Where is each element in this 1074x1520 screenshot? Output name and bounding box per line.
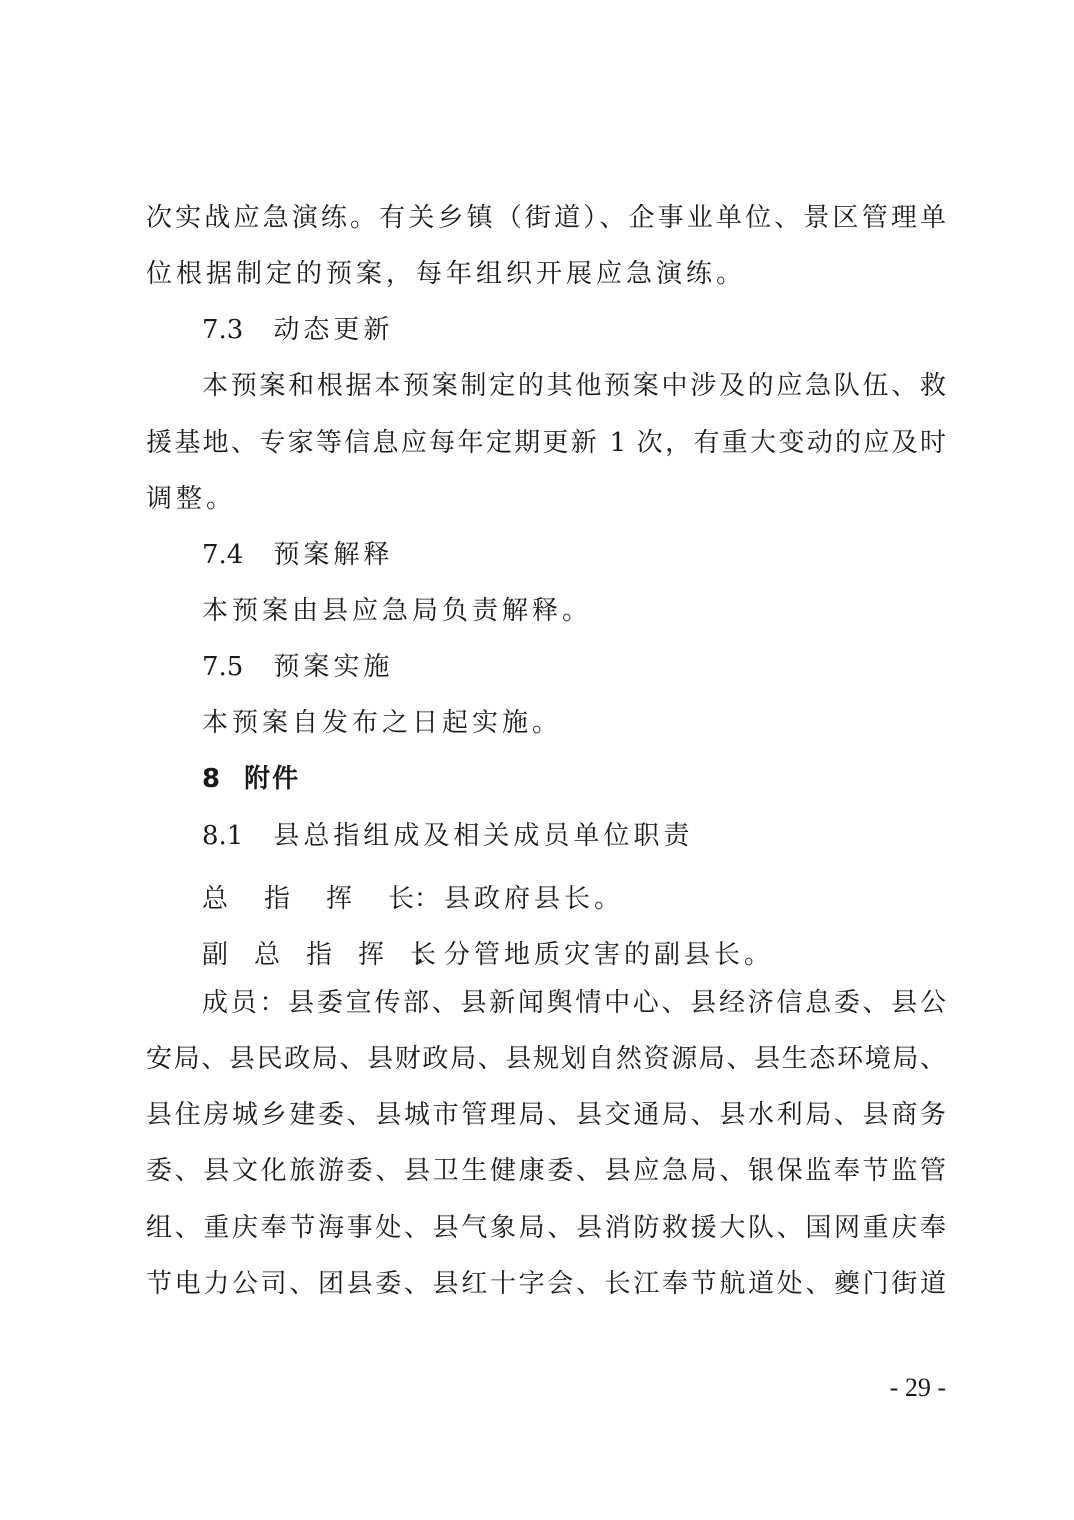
paragraph-line: 本预案由县应急局负责解释。	[202, 596, 593, 626]
section-number: 7.3	[202, 315, 244, 345]
section-title: 预案解释	[273, 540, 394, 570]
section-number: 8	[202, 764, 221, 794]
members-line: 组、重庆奉节海事处、县气象局、县消防救援大队、国网重庆奉	[146, 1213, 946, 1243]
members-line: 成员：县委宣传部、县新闻舆情中心、县经济信息委、县公	[202, 988, 946, 1018]
commander-value: ：县政府县长。	[414, 884, 625, 914]
members-line: 安局、县民政局、县财政局、县规划自然资源局、县生态环境局、	[146, 1044, 946, 1074]
commander-label: 总 指 挥 长	[202, 884, 414, 914]
section-title: 预案实施	[273, 652, 394, 682]
section-heading-7-3	[202, 312, 1002, 348]
section-heading-7-4	[202, 537, 1002, 573]
section-heading-8-1	[202, 818, 1002, 854]
page-number: - 29 -	[889, 1373, 946, 1402]
members-line: 县住房城乡建委、县城市管理局、县交通局、县水利局、县商务	[146, 1100, 946, 1130]
section-title: 附件	[244, 764, 301, 794]
paragraph-line: 本预案和根据本预案制定的其他预案中涉及的应急队伍、救	[202, 371, 946, 401]
section-number: 7.5	[202, 652, 244, 682]
paragraph-line: 援基地、专家等信息应每年定期更新 1 次，有重大变动的应及时	[146, 428, 946, 458]
section-heading-7-5	[202, 649, 1002, 685]
paragraph-line: 次实战应急演练。有关乡镇（街道）、企事业单位、景区管理单	[146, 203, 946, 233]
deputy-commander-label: 副 总 指 挥 长	[202, 940, 437, 970]
section-title: 县总指组成及相关成员单位职责	[273, 821, 694, 851]
section-heading-8	[202, 761, 1002, 797]
section-number: 8.1	[202, 821, 244, 851]
commander-line	[202, 881, 1002, 917]
members-line: 节电力公司、团县委、县红十字会、长江奉节航道处、夔门街道	[146, 1269, 946, 1299]
section-number: 7.4	[202, 540, 244, 570]
deputy-commander-value: ：分管地质灾害的副县长。	[414, 940, 775, 970]
paragraph-line: 本预案自发布之日起实施。	[202, 708, 563, 738]
section-title: 动态更新	[273, 315, 394, 345]
paragraph-line: 调整。	[146, 484, 237, 514]
deputy-commander-line	[202, 937, 1002, 973]
paragraph-line: 位根据制定的预案，每年组织开展应急演练。	[146, 259, 747, 289]
members-line: 委、县文化旅游委、县卫生健康委、县应急局、银保监奉节监管	[146, 1156, 946, 1186]
